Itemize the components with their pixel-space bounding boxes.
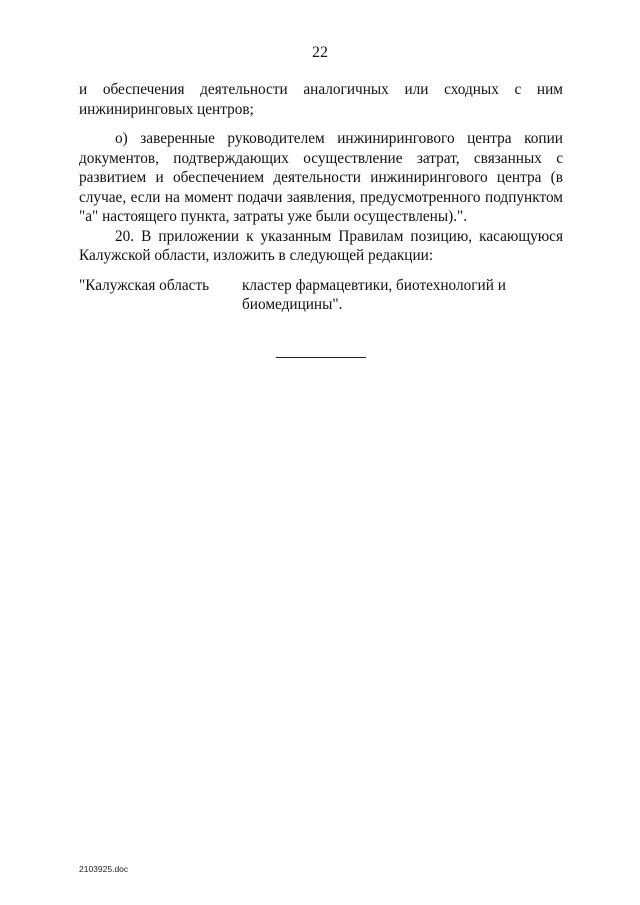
appendix-cluster-cell: кластер фармацевтики, биотехнологий и биомедицины".	[242, 276, 506, 313]
appendix-row	[79, 276, 563, 315]
end-divider	[276, 357, 366, 358]
page-number: 22	[312, 44, 328, 61]
paragraph-item-20: 20. В приложении к указанным Правилам позицию, касающуюся Калужской области, изложить в следующей редакции:	[79, 227, 563, 264]
appendix-region-cell: "Калужская область	[79, 276, 210, 294]
document-body	[79, 80, 563, 315]
paragraph-item-o: о) заверенные руководителем инжинирингового центра копии документов, подтверждающих осуществление затрат, связанных с развитием и обеспечением деятельности инжинирингового центра (в случае, если на момент подачи заявления, предусмотренного подпунктом "а" настоящего пункта, затраты уже были осуществлены).".	[79, 130, 563, 225]
footer-filename: 2103925.doc	[79, 864, 129, 874]
paragraph-continuation: и обеспечения деятельности аналогичных или сходных с ним инжиниринговых центров;	[79, 81, 563, 118]
